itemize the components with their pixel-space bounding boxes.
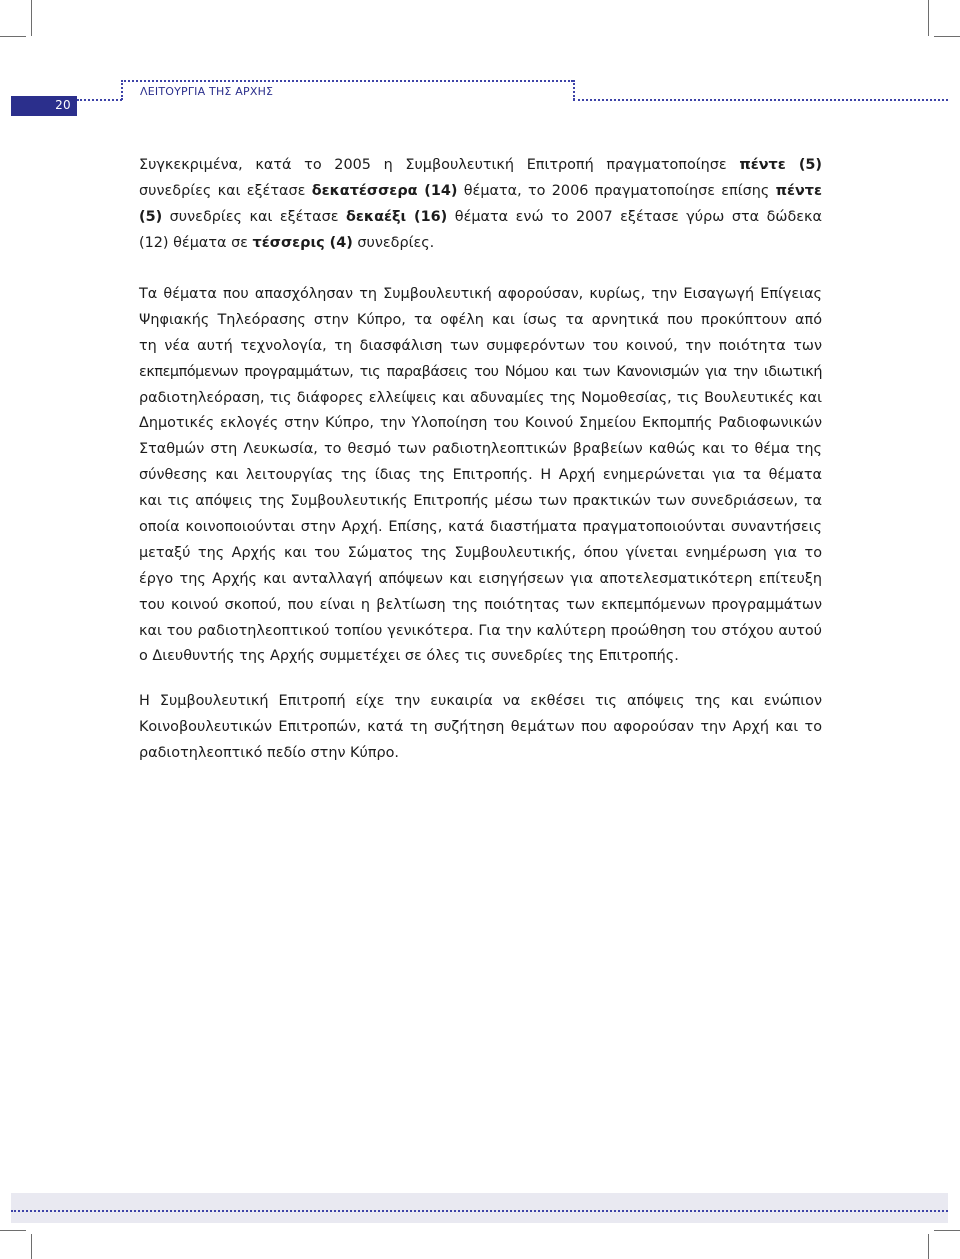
crop-mark bbox=[928, 0, 929, 36]
text-line: Σταθμών στη Λευκωσία, το θεσμό των ραδιοτηλεοπτικών βραβείων καθώς και το θέμα της bbox=[139, 441, 822, 458]
crop-mark bbox=[928, 1234, 929, 1259]
bold-text: (5) bbox=[139, 208, 163, 225]
text-line bbox=[139, 153, 822, 179]
bold-text: πέντε (5) bbox=[739, 157, 822, 173]
text-run: θέματα, το 2006 πραγματοποίησε επίσης bbox=[457, 182, 776, 199]
text-line: σύνθεσης και λειτουργίας της ίδιας της Επιτροπής. Η Αρχή ενημερώνεται για τα θέματα bbox=[139, 467, 822, 484]
text-line: τη νέα αυτή τεχνολογία, τη διασφάλιση των συμφερόντων του κοινού, την ποιότητα των bbox=[139, 337, 822, 354]
text-line: ο Διευθυντής της Αρχής συμμετέχει σε όλες τις συνεδρίες της Επιτροπής. bbox=[139, 648, 679, 665]
text-line: Κοινοβουλευτικών Επιτροπών, κατά τη συζήτηση θεμάτων που αφορούσαν την Αρχή και το bbox=[139, 718, 822, 735]
header-rule-top bbox=[121, 80, 573, 82]
paragraph-intro bbox=[139, 153, 822, 257]
crop-mark bbox=[934, 1230, 960, 1231]
text-line: Δημοτικές εκλογές στην Κύπρο, την Υλοποίηση του Κοινού Σημείου Εκπομπής Ραδιοφωνικών bbox=[139, 415, 822, 432]
footer-rule bbox=[11, 1210, 948, 1212]
text-run: συνεδρίες. bbox=[352, 234, 435, 251]
page-number-box bbox=[11, 96, 77, 116]
text-line: ραδιοτηλεοπτικό πεδίο στην Κύπρο. bbox=[139, 744, 399, 761]
bold-text: τέσσερις (4) bbox=[252, 234, 353, 251]
text-line: του κοινού σκοπού, που είναι η βελτίωση της ποιότητας των εκπεμπόμενων προγραμμάτων bbox=[139, 596, 822, 613]
bold-text: δεκατέσσερα (14) bbox=[311, 182, 458, 199]
bold-text: πέντε bbox=[775, 182, 822, 199]
text-line: οποία κοινοποιούνται στην Αρχή. Επίσης, κατά διαστήματα πραγματοποιούνται συναντήσεις bbox=[139, 519, 822, 536]
bold-text: δεκαέξι (16) bbox=[345, 208, 448, 225]
text-run: συνεδρίες και εξέτασε bbox=[162, 208, 346, 225]
text-line: Ψηφιακής Τηλεόρασης στην Κύπρο, τα οφέλη και ίσως τα αρνητικά που προκύπτουν από bbox=[139, 311, 822, 328]
crop-mark bbox=[0, 36, 26, 37]
text-line: μεταξύ της Αρχής και του Σώματος της Συμβουλευτικής, όπου γίνεται ενημέρωση για το bbox=[139, 544, 822, 561]
text-line: και του ραδιοτηλεοπτικού τοπίου γενικότερα. Για την καλύτερη προώθηση του στόχου αυτού bbox=[139, 622, 822, 639]
paragraph-topics bbox=[139, 282, 822, 670]
text-line: Τα θέματα που απασχόλησαν τη Συμβουλευτική αφορούσαν, κυρίως, την Εισαγωγή Επίγειας bbox=[139, 286, 822, 302]
header-rule-left bbox=[77, 99, 122, 101]
text-line bbox=[139, 231, 822, 257]
text-line bbox=[139, 205, 822, 231]
section-header: ΛΕΙΤΟΥΡΓΙΑ ΤΗΣ ΑΡΧΗΣ bbox=[140, 85, 274, 98]
text-run: θέματα ενώ το 2007 εξέτασε γύρω στα δώδεκα bbox=[447, 208, 823, 225]
header-rule-vertical bbox=[121, 80, 123, 100]
footer-band bbox=[11, 1193, 948, 1223]
text-run: (12) θέματα σε bbox=[139, 234, 253, 251]
crop-mark bbox=[31, 0, 32, 36]
text-line: ραδιοτηλεόραση, τις διάφορες ελλείψεις και αδυναμίες της Νομοθεσίας, τις Βουλευτικές και bbox=[139, 389, 822, 406]
crop-mark bbox=[31, 1234, 32, 1259]
crop-mark bbox=[934, 36, 960, 37]
text-line: εκπεμπόμενων προγραμμάτων, τις παραβάσεις του Νόμου και των Κανονισμών για την ιδιωτική bbox=[139, 363, 822, 380]
page-number: 20 bbox=[55, 98, 71, 112]
text-run: συνεδρίες και εξέτασε bbox=[139, 182, 312, 199]
header-rule-right bbox=[573, 99, 948, 101]
text-run: Συγκεκριμένα, κατά το 2005 η Συμβουλευτική Επιτροπή πραγματοποίησε bbox=[139, 157, 740, 173]
text-line: Η Συμβουλευτική Επιτροπή είχε την ευκαιρία να εκθέσει τις απόψεις της και ενώπιον bbox=[139, 693, 822, 709]
text-line bbox=[139, 179, 822, 205]
text-line: έργο της Αρχής και ανταλλαγή απόψεων και εισηγήσεων για αποτελεσματικότερη επίτευξη bbox=[139, 570, 822, 587]
header-rule-vertical-right bbox=[573, 80, 575, 100]
text-line: και τις απόψεις της Συμβουλευτικής Επιτροπής μέσω των πρακτικών των συνεδριάσεων, τα bbox=[139, 493, 822, 510]
crop-mark bbox=[0, 1230, 26, 1231]
paragraph-parliament bbox=[139, 689, 822, 767]
